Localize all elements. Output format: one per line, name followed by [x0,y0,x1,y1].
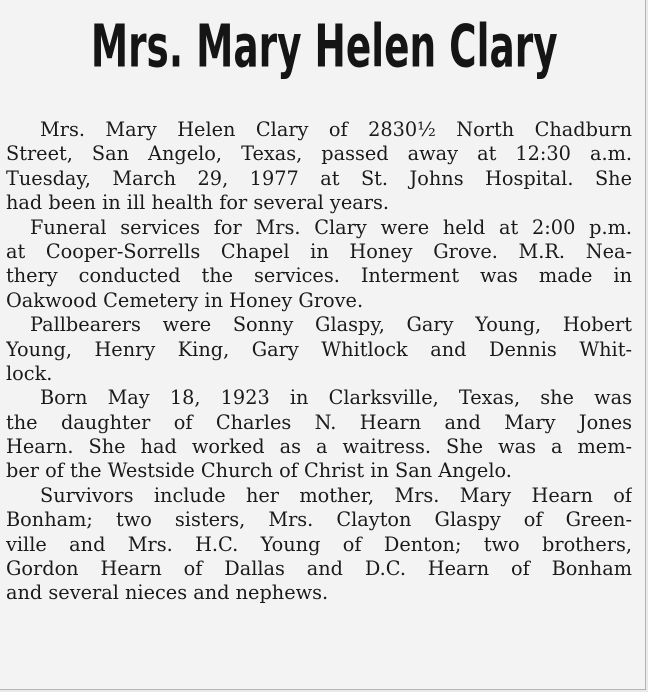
paragraph-biography [6,386,632,484]
obituary-body [6,118,632,606]
text-line: Young, Henry King, Gary Whitlock and Dennis Whit- [6,337,632,361]
paragraph-death-notice [6,118,632,216]
paragraph-funeral-services [6,216,632,314]
text-line: Bonham; two sisters, Mrs. Clayton Glaspy of Green- [6,508,632,532]
text-line: Survivors include her mother, Mrs. Mary Hearn of [40,483,632,507]
text-line: ville and Mrs. H.C. Young of Denton; two brothers, [6,532,632,556]
text-line: and several nieces and nephews. [6,581,329,605]
text-line: Funeral services for Mrs. Clary were held at 2:00 p.m. [30,215,632,239]
text-line: Born May 18, 1923 in Clarksville, Texas, she was [40,386,632,410]
text-line: ber of the Westside Church of Christ in San Angelo. [6,459,512,483]
text-line: Pallbearers were Sonny Glaspy, Gary Young, Hobert [30,313,632,337]
text-line: the daughter of Charles N. Hearn and Mary Jones [6,410,632,434]
paragraph-pallbearers [6,313,632,386]
text-line: Street, San Angelo, Texas, passed away at 12:30 a.m. [6,142,632,166]
text-line: Tuesday, March 29, 1977 at St. Johns Hospital. She [6,166,632,190]
text-line: Oakwood Cemetery in Honey Grove. [6,288,364,312]
obituary-headline: Mrs. Mary Helen Clary [90,12,558,82]
text-line: thery conducted the services. Interment was made in [6,264,632,288]
text-line: lock. [6,361,53,385]
text-line: Hearn. She had worked as a waitress. She was a mem- [6,435,632,459]
paragraph-survivors [6,484,632,606]
text-line: at Cooper-Sorrells Chapel in Honey Grove. M.R. Nea- [6,239,632,263]
text-line: had been in ill health for several years. [6,191,389,215]
text-line: Gordon Hearn of Dallas and D.C. Hearn of Bonham [6,557,632,581]
text-line: Mrs. Mary Helen Clary of 2830½ North Chadburn [40,118,632,141]
